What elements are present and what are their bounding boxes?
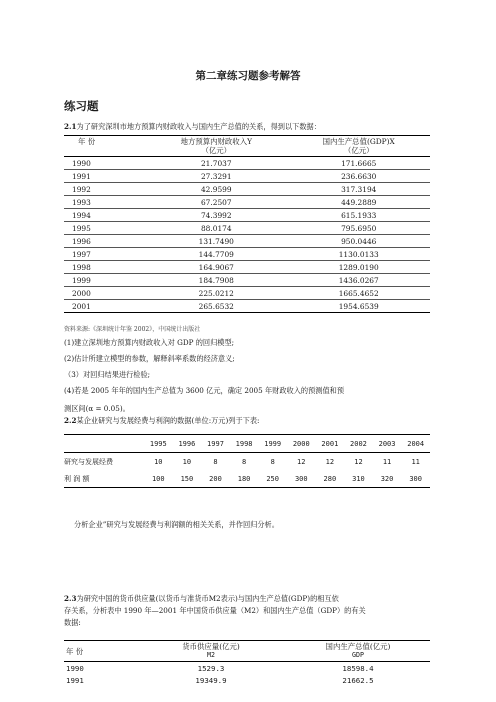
q22-years-row (64, 435, 430, 453)
year-cell: 2000 (64, 287, 145, 300)
q23-table (64, 640, 430, 686)
q21-number: 2.1 (64, 122, 77, 131)
table-row (64, 157, 430, 170)
gdp-cell: 615.1933 (287, 209, 430, 222)
revenue-cell: 42.9599 (145, 183, 287, 196)
q21-item-5: 测区间(α = 0.05)。 (64, 404, 130, 413)
year-cell: 2000 (287, 435, 316, 453)
value-cell: 10 (154, 457, 163, 466)
year-cell: 1999 (258, 435, 287, 453)
q21-header-gdp (287, 136, 430, 157)
q22-rd-label: 研究与发展经费 (64, 457, 113, 466)
q22-rd-row (64, 453, 430, 471)
table-row (64, 222, 430, 235)
revenue-cell: 184.7908 (145, 274, 287, 287)
q23-intro-line-1 (64, 594, 339, 603)
q23-header-m2-label: 货币供应量(亿元) (182, 642, 240, 651)
gdp-cell: 236.6630 (287, 170, 430, 183)
gdp-cell: 1289.0190 (287, 261, 430, 274)
revenue-cell: 131.7490 (145, 235, 287, 248)
value-cell: 11 (411, 457, 420, 466)
page-title: 第二章练习题参考解答 (195, 70, 301, 82)
gdp-cell: 1130.0133 (287, 248, 430, 261)
q21-item-4: (4)若是 2005 年年的国内生产总值为 3600 亿元，确定 2005 年财政收入的预测值和预 (64, 386, 345, 395)
q21-table-header (64, 136, 430, 157)
table-row (64, 662, 430, 675)
q23-intro-line-2: 存关系，分析表中 1990 年—2001 年中国货币供应量（M2）和国内生产总值（GDP）的有关 (64, 606, 366, 615)
value-cell: 8 (241, 457, 247, 466)
year-cell: 1990 (64, 157, 145, 170)
year-cell: 1991 (66, 675, 84, 685)
year-cell: 1996 (64, 235, 145, 248)
year-cell: 1997 (64, 248, 145, 261)
q23-intro-line-3: 数据: (64, 618, 81, 627)
section-heading: 练习题 (64, 99, 99, 113)
year-cell: 1998 (230, 435, 259, 453)
year-cell: 1997 (201, 435, 230, 453)
q22-intro (64, 416, 259, 425)
gdp-cell: 950.0446 (287, 235, 430, 248)
q23-header-gdp-sub: GDP (352, 651, 364, 659)
revenue-cell: 27.3291 (145, 170, 287, 183)
q21-item-1: (1)建立深圳地方预算内财政收入对 GDP 的回归模型; (64, 338, 235, 347)
m2-cell: 19349.9 (195, 675, 227, 685)
year-cell: 2002 (344, 435, 373, 453)
value-cell: 11 (382, 457, 392, 466)
gdp-cell: 317.3194 (287, 183, 430, 196)
q21-header-revenue-unit: （亿元） (201, 146, 232, 155)
gdp-cell: 1436.0267 (287, 274, 430, 287)
gdp-cell: 1954.6539 (287, 300, 430, 313)
q21-header-gdp-label: 国内生产总值(GDP)X (322, 137, 395, 146)
value-cell: 10 (182, 457, 192, 466)
value-cell: 250 (258, 470, 287, 488)
table-row (64, 183, 430, 196)
year-cell: 2003 (373, 435, 402, 453)
revenue-cell: 74.3992 (145, 209, 287, 222)
gdp-cell: 171.6665 (287, 157, 430, 170)
table-row (64, 209, 430, 222)
value-cell: 300 (401, 470, 430, 488)
q21-header-revenue (145, 136, 287, 157)
year-cell: 2001 (316, 435, 345, 453)
value-cell: 12 (325, 457, 335, 466)
q22-profit-label: 利 润 额 (64, 470, 144, 488)
revenue-cell: 265.6532 (145, 300, 287, 313)
value-cell: 300 (287, 470, 316, 488)
year-cell: 1993 (64, 196, 145, 209)
q23-header-year: 年 份 (64, 641, 136, 662)
q21-header-gdp-unit: （亿元） (343, 146, 374, 155)
revenue-cell: 144.7709 (145, 248, 287, 261)
gdp-cell: 18598.4 (342, 663, 374, 673)
q22-corner-cell (64, 435, 144, 453)
value-cell: 8 (270, 457, 275, 466)
q23-intro-text: 为研究中国的货币供应量(以货币与准货币M2表示)与国内生产总值(GDP)的相互依 (76, 594, 339, 603)
table-row (64, 170, 430, 183)
year-cell: 1996 (173, 435, 202, 453)
q22-profit-row (64, 470, 430, 488)
table-row (64, 261, 430, 274)
q21-item-2: (2)估计所建立模型的参数，解释斜率系数的经济意义; (64, 354, 235, 363)
revenue-cell: 164.9067 (145, 261, 287, 274)
q23-number: 2.3 (64, 594, 77, 603)
year-cell: 1990 (66, 663, 84, 673)
value-cell: 150 (173, 470, 202, 488)
q23-table-header (64, 641, 430, 662)
gdp-cell: 1665.4652 (287, 287, 430, 300)
year-cell: 1995 (64, 222, 145, 235)
table-row (64, 196, 430, 209)
revenue-cell: 67.2507 (145, 196, 287, 209)
value-cell: 180 (230, 470, 259, 488)
revenue-cell: 21.7037 (145, 157, 287, 170)
q21-header-year: 年 份 (64, 136, 145, 157)
year-cell: 1991 (64, 170, 145, 183)
value-cell: 12 (354, 457, 363, 466)
q21-header-revenue-label: 地方预算内财政收入Y (180, 137, 252, 146)
value-cell: 8 (213, 457, 218, 466)
q21-item-3: （3）对回归结果进行检验; (64, 370, 151, 379)
year-cell: 1999 (64, 274, 145, 287)
year-cell: 1995 (144, 435, 173, 453)
table-row (64, 674, 430, 686)
q23-header-m2-sub: M2 (207, 651, 215, 659)
gdp-cell: 449.2889 (287, 196, 430, 209)
q22-note: 分析企业”研究与发展经费与利润额的相关关系，并作回归分析。 (74, 520, 279, 529)
gdp-cell: 795.6950 (287, 222, 430, 235)
q21-table (64, 135, 430, 313)
value-cell: 320 (373, 470, 402, 488)
q22-number: 2.2 (64, 416, 77, 425)
year-cell: 2001 (64, 300, 145, 313)
table-row (64, 248, 430, 261)
q23-header-gdp-label: 国内生产总值(亿元) (325, 642, 391, 651)
value-cell: 12 (297, 457, 306, 466)
table-row (64, 287, 430, 300)
revenue-cell: 88.0174 (145, 222, 287, 235)
year-cell: 1994 (64, 209, 145, 222)
year-cell: 1992 (64, 183, 145, 196)
table-row (64, 235, 430, 248)
table-row (64, 274, 430, 287)
value-cell: 310 (344, 470, 373, 488)
m2-cell: 1529.3 (197, 663, 225, 673)
q22-intro-text: 某企业研究与发展经费与利润的数据(单位:万元)列于下表: (76, 416, 260, 425)
revenue-cell: 225.0212 (145, 287, 287, 300)
value-cell: 100 (144, 470, 173, 488)
q21-source: 资料来源:《深圳统计年鉴 2002》，中国统计出版社 (64, 326, 201, 333)
q21-intro-text: 为了研究深圳市地方预算内财政收入与国内生产总值的关系，得到以下数据： (76, 122, 321, 131)
value-cell: 200 (201, 470, 230, 488)
year-cell: 2004 (401, 435, 430, 453)
gdp-cell: 21662.5 (342, 675, 374, 685)
q22-table (64, 434, 430, 488)
year-cell: 1998 (64, 261, 145, 274)
q23-header-gdp (286, 641, 430, 662)
q21-intro (64, 122, 321, 131)
table-row (64, 300, 430, 313)
value-cell: 280 (316, 470, 345, 488)
q23-header-m2 (136, 641, 286, 662)
